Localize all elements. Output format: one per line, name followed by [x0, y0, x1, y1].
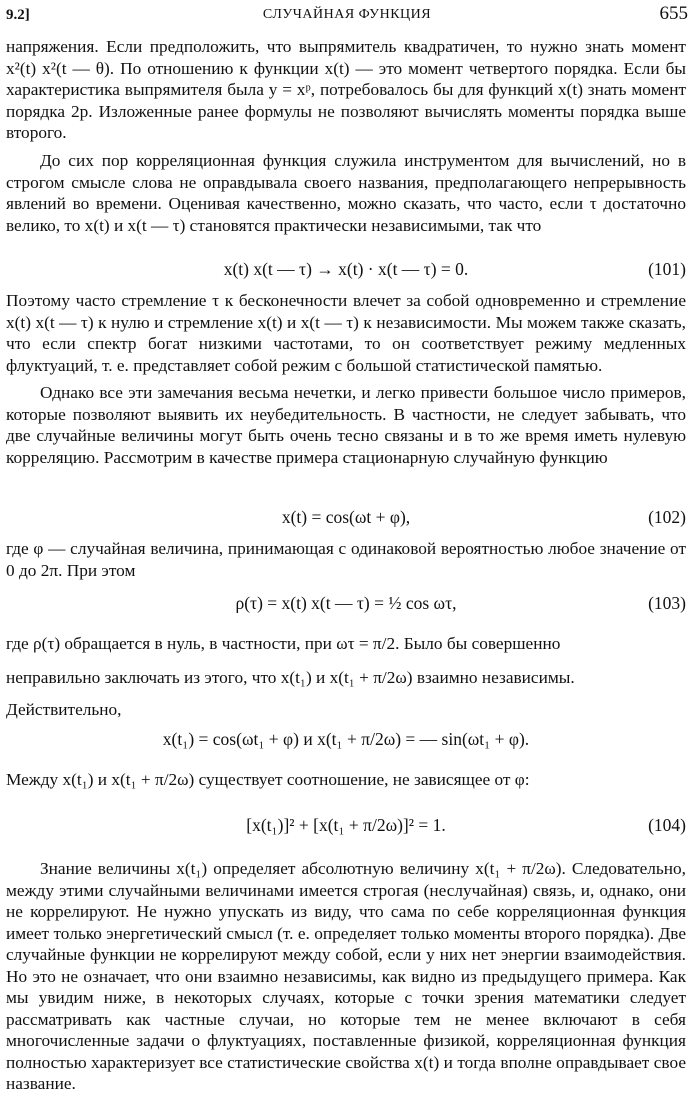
- equation-number: (101): [648, 259, 686, 279]
- text-line-between: Между x(t₁) и x(t₁ + π/2ω) существует соотношение, не зависящее от φ:: [6, 770, 530, 789]
- equation-number: (102): [648, 507, 686, 527]
- text-line-wrong: неправильно заключать из этого, что x(t₁) и x(t₁ + π/2ω) взаимно независимы.: [6, 668, 575, 687]
- equation-body: x(t) x(t — τ) → x(t) · x(t — τ) = 0.: [223, 259, 469, 279]
- page-number: 655: [659, 3, 688, 24]
- equation-body: ρ(τ) = x(t) x(t — τ) = ½ cos ωτ,: [235, 593, 457, 613]
- equation-101: [6, 256, 686, 286]
- paragraph-example: Однако все эти замечания весьма нечетки, и легко привести большое число примеров, которые позволяют выявить их неубедительность. В частности, не следует забывать, что две случайные величины могут быть очень тесно связаны и в то же время иметь нулевую корреляцию. Рассмотрим в качестве примера стационарную случайную функцию: [6, 383, 686, 467]
- running-title: СЛУЧАЙНАЯ ФУНКЦИЯ: [262, 7, 432, 22]
- paragraph-knowledge: Знание величины x(t₁) определяет абсолютную величину x(t₁ + π/2ω). Следовательно, между этими случайными величинами имеется строгая (неслучайная) связь, и, однако, они не коррелируют. Не нужно упускать из виду, что сама по себе корреляционная функция имеет только энергетический смысл (т. е. определяет только моменты второго порядка). Две случайные функции не коррелируют между собой, если у них нет энергии взаимодействия. Но это не означает, что они взаимно независимы, как видно из предыдущего примера. Как мы увидим ниже, в некоторых случаях, которые с точки зрения математики следует рассматривать как частные случаи, но которые тем не менее включают в себя многочисленные задачи о флуктуациях, поставленные физикой, корреляционная функция полностью характеризует все статистические свойства x(t) и тогда вполне оправдывает свое название.: [6, 859, 686, 1093]
- paragraph-correlation: До сих пор корреляционная функция служила инструментом для вычислений, но в строгом смысле слова не оправдывала своего названия, предполагающего непрерывность явлений во времени. Оценивая качественно, можно сказать, что часто, если τ достаточно велико, то x(t) и x(t — τ) становятся практически независимыми, так что: [6, 151, 686, 235]
- equation-body: x(t) = cos(ωt + φ),: [281, 507, 411, 527]
- equation-102: [6, 504, 686, 534]
- paragraph-intro: напряжения. Если предположить, что выпрямитель квадратичен, то нужно знать момент x²(t) x²(t — θ). По отношению к функции x(t) — это момент четвертого порядка. Если бы характеристика выпрямителя была y = xᵖ, потребовалось бы для функций x(t) знать момент порядка 2p. Изложенные ранее формулы не позволяют вычислять моменты порядка выше второго.: [6, 37, 686, 142]
- equation-104: [6, 812, 686, 842]
- text-line-rho: где ρ(τ) обращается в нуль, в частности, при ωτ = π/2. Было бы совершенно: [6, 634, 561, 653]
- equation-pair: [6, 726, 686, 756]
- paragraph-phi: где φ — случайная величина, принимающая с одинаковой вероятностью любое значение от 0 до 2π. При этом: [6, 539, 686, 580]
- equation-number: (104): [648, 815, 686, 835]
- equation-number: (103): [648, 593, 686, 613]
- text-line-indeed: Действительно,: [6, 700, 122, 719]
- equation-103: [6, 590, 686, 620]
- running-header: [6, 3, 688, 29]
- equation-body: x(t₁) = cos(ωt₁ + φ) и x(t₁ + π/2ω) = — sin(ωt₁ + φ).: [162, 729, 530, 749]
- section-number: 9.2]: [6, 7, 30, 23]
- equation-body: [x(t₁)]² + [x(t₁ + π/2ω)]² = 1.: [246, 815, 446, 835]
- paragraph-limit: Поэтому часто стремление τ к бесконечности влечет за собой одновременно и стремление x(t) x(t — τ) к нулю и стремление x(t) и x(t — τ) к независимости. Мы можем также сказать, что если спектр богат низкими частотами, то он соответствует режиму медленных флуктуаций, т. е. представляет собой режим с большой статистической памятью.: [6, 291, 686, 375]
